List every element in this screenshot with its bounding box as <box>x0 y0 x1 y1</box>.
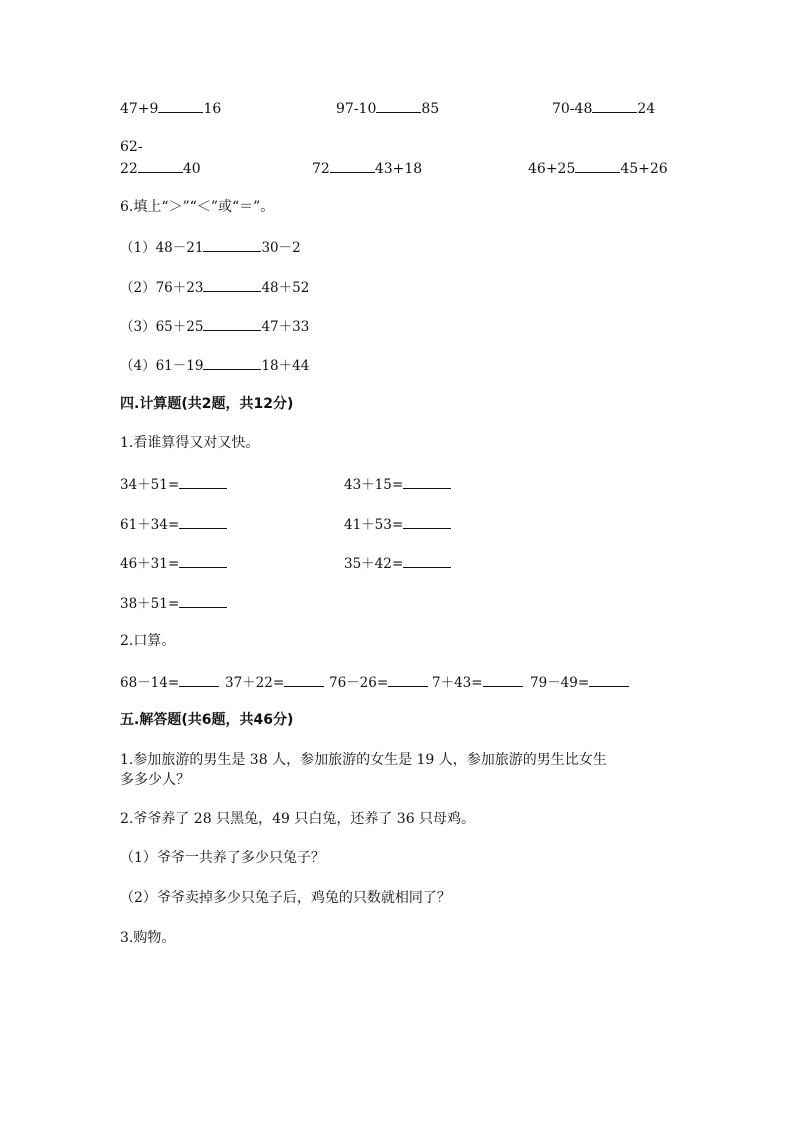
answer-blank[interactable] <box>575 158 620 173</box>
oral-item-2: 37＋22= <box>225 672 324 692</box>
answer-blank[interactable] <box>179 474 227 489</box>
calc-item-5: 46＋31= <box>120 553 227 573</box>
sec5-q1-line2: 多多少人？ <box>120 772 190 788</box>
compare-item-1: 47+9 16 <box>120 98 221 118</box>
answer-blank[interactable] <box>138 158 183 173</box>
answer-blank[interactable] <box>483 672 523 687</box>
answer-blank[interactable] <box>592 98 637 113</box>
answer-blank[interactable] <box>203 355 261 370</box>
answer-blank[interactable] <box>179 672 219 687</box>
oral-item-4: 7＋43= <box>432 672 523 692</box>
answer-blank[interactable] <box>179 593 227 608</box>
answer-blank[interactable] <box>158 98 203 113</box>
answer-blank[interactable] <box>284 672 324 687</box>
answer-blank[interactable] <box>403 474 451 489</box>
compare-item-3: 70-48 24 <box>552 98 655 118</box>
compare-item-6: 46+25 45+26 <box>528 158 668 178</box>
calc-item-1: 34＋51= <box>120 474 227 494</box>
calc-item-2: 43＋15= <box>344 474 451 494</box>
compare-item-4-first-line: 62- <box>120 139 143 155</box>
sec5-q3-title: 3.购物。 <box>120 930 176 946</box>
answer-blank[interactable] <box>330 158 375 173</box>
calc-item-3: 61＋34= <box>120 514 227 534</box>
q6-item-4: （4）61－19 18＋44 <box>120 355 309 375</box>
calc-item-4: 41＋53= <box>344 514 451 534</box>
q6-item-3: （3）65＋25 47＋33 <box>120 316 309 336</box>
sec4-q2-title: 2.口算。 <box>120 633 176 649</box>
sec4-q1-title: 1.看谁算得又对又快。 <box>120 435 260 451</box>
q6-title: 6.填上“＞”“＜”或“＝”。 <box>120 199 275 215</box>
answer-blank[interactable] <box>179 553 227 568</box>
compare-item-5: 72 43+18 <box>312 158 422 178</box>
answer-blank[interactable] <box>388 672 428 687</box>
calc-item-7: 38＋51= <box>120 593 227 613</box>
answer-blank[interactable] <box>203 316 261 331</box>
answer-blank[interactable] <box>376 98 421 113</box>
q6-item-2: （2）76＋23 48＋52 <box>120 277 309 297</box>
compare-item-4: 22 40 <box>120 158 201 178</box>
q6-item-1: （1）48－21 30－2 <box>120 237 301 257</box>
answer-blank[interactable] <box>403 553 451 568</box>
answer-blank[interactable] <box>179 514 227 529</box>
answer-blank[interactable] <box>403 514 451 529</box>
section-4-heading: 四.计算题(共2题，共12分) <box>120 396 294 412</box>
answer-blank[interactable] <box>203 237 261 252</box>
answer-blank[interactable] <box>203 277 261 292</box>
compare-item-2: 97-10 85 <box>336 98 439 118</box>
sec5-q2-sub2: （2）爷爷卖掉多少只兔子后，鸡兔的只数就相同了？ <box>120 890 451 906</box>
sec5-q1-line1: 1.参加旅游的男生是 38 人，参加旅游的女生是 19 人，参加旅游的男生比女生 <box>120 752 607 768</box>
sec5-q2-title: 2.爷爷养了 28 只黑兔，49 只白兔，还养了 36 只母鸡。 <box>120 811 476 827</box>
sec5-q2-sub1: （1）爷爷一共养了多少只兔子？ <box>120 850 325 866</box>
oral-item-5: 79－49= <box>530 672 629 692</box>
section-5-heading: 五.解答题(共6题，共46分) <box>120 712 294 728</box>
answer-blank[interactable] <box>589 672 629 687</box>
calc-item-6: 35＋42= <box>344 553 451 573</box>
oral-item-3: 76－26= <box>329 672 428 692</box>
oral-item-1: 68－14= <box>120 672 219 692</box>
